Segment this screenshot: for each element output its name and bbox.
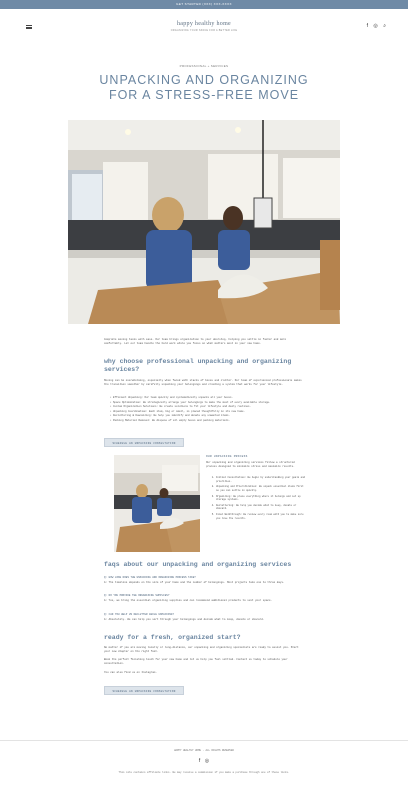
facebook-icon[interactable]: f xyxy=(198,758,201,764)
page-title: UNPACKING AND ORGANIZING FOR A STRESS-FREE MOVE xyxy=(99,73,309,102)
hero-image xyxy=(68,120,340,324)
footer-social xyxy=(0,758,408,764)
schedule-consultation-button[interactable]: SCHEDULE AN UNPACKING CONSULTATION xyxy=(104,438,184,447)
footer-divider xyxy=(0,740,408,741)
unpacking-photo xyxy=(114,455,200,552)
instagram-icon[interactable]: ◎ xyxy=(204,758,210,764)
list-item: • Efficient Unpacking: Our team quickly and systematically unpacks all your boxes. xyxy=(110,396,304,401)
list-item: 4. Decluttering: We help you decide what to keep, donate or discard. xyxy=(216,504,306,511)
faq-answer: A: Yes, we bring the essential organizing supplies and can recommend additional products to suit your space. xyxy=(104,599,273,602)
list-item: • Custom Organization Solutions: We create solutions to fit your lifestyle and daily routines. xyxy=(110,405,304,410)
post-category[interactable]: PROFESSIONAL + SERVICES xyxy=(179,64,229,68)
process-intro: Our unpacking and organizing services follow a structured process designed to minimize stress and maximize results. xyxy=(206,461,295,468)
benefits-list xyxy=(110,396,304,424)
search-icon[interactable]: ⌕ xyxy=(383,23,386,29)
site-logo[interactable]: happy healthy home xyxy=(176,21,232,27)
header-social xyxy=(363,23,386,29)
faq-question: Q: CAN YOU HELP US DECLUTTER WHILE UNPACKING? xyxy=(104,613,175,616)
facebook-icon[interactable]: f xyxy=(366,23,369,29)
kitchen-unpacking-photo xyxy=(68,120,340,324)
announcement-bar[interactable]: GET STARTED (XXX) XXX-XXXX xyxy=(0,0,408,9)
why-heading: why choose professional unpacking and organizing services? xyxy=(104,358,292,373)
list-item: 3. Organizing: We place everything where it belongs and set up storage systems. xyxy=(216,495,306,502)
faq-question: Q: HOW LONG DOES THE UNPACKING AND ORGANIZING PROCESS TAKE? xyxy=(104,576,196,579)
site-tagline: ORGANIZING YOUR SPACE FOR A BETTER LIFE xyxy=(170,29,238,32)
schedule-consultation-button-2[interactable]: SCHEDULE AN UNPACKING CONSULTATION xyxy=(104,686,184,695)
list-item: • Packing Material Removal: We dispose of all empty boxes and packing materials. xyxy=(110,419,304,424)
list-item: • Space Optimization: We strategically arrange your belongings to make the most of every available storage. xyxy=(110,401,304,406)
faq-question: Q: DO YOU PROVIDE THE ORGANIZING SUPPLIES? xyxy=(104,594,170,597)
why-paragraph: Moving can be overwhelming, especially when faced with stacks of boxes and clutter. Our team of experienced professionals makes the transition smoother by carefully unpacking your belongings and creating a system that works for your lifestyle. xyxy=(104,379,302,386)
list-item: 1. Initial Consultation: We begin by understanding your goals and priorities. xyxy=(216,476,306,483)
faq-heading: faqs about our unpacking and organizing services xyxy=(104,561,292,568)
site-header xyxy=(0,12,408,42)
ready-paragraph-1: No matter if you are moving locally or long-distance, our unpacking and organizing specialists are ready to assist you. Start your new chapter on the right foot. xyxy=(104,646,299,653)
faq-answer: A: The timeline depends on the size of your home and the number of belongings. Most projects take one to three days. xyxy=(104,581,285,584)
footer-copyright: HAPPY HEALTHY HOME · ALL RIGHTS RESERVED xyxy=(173,749,234,752)
ready-paragraph-2: Book the perfect finishing touch for your new home and let us help you feel settled. Contact us today to schedule your consultation. xyxy=(104,658,288,665)
list-item: 2. Unpacking and Prioritization: We unpack essential items first so you can settle in quickly. xyxy=(216,485,306,492)
ready-heading: ready for a fresh, organized start? xyxy=(104,634,241,641)
footer-disclaimer: This site contains affiliate links. We may receive a commission if you make a purchase through one of these links. xyxy=(118,771,290,774)
ready-paragraph-3: You can also find us on Instagram. xyxy=(104,671,157,674)
process-steps xyxy=(206,476,306,522)
process-heading: OUR UNPACKING PROCESS xyxy=(206,455,248,458)
instagram-icon[interactable]: ◎ xyxy=(373,23,378,29)
process-image xyxy=(114,455,200,552)
list-item: • Unpacking Coordination: Each item, big or small, is placed thoughtfully in its new home. xyxy=(110,410,304,415)
faq-answer: A: Absolutely. We can help you sort through your belongings and decide what to keep, donate or discard. xyxy=(104,618,265,621)
list-item: • Decluttering & Downsizing: We help you identify and donate any unwanted items. xyxy=(110,414,304,419)
intro-paragraph: Complete moving tasks with ease. Our team brings organization to your doorstep, helping you settle in faster and more comfortably. Let our team handle the hard work while you focus on what matters most in your new home. xyxy=(104,338,287,345)
list-item: 5. Final Walkthrough: We review every room with you to make sure you love the results. xyxy=(216,513,306,520)
